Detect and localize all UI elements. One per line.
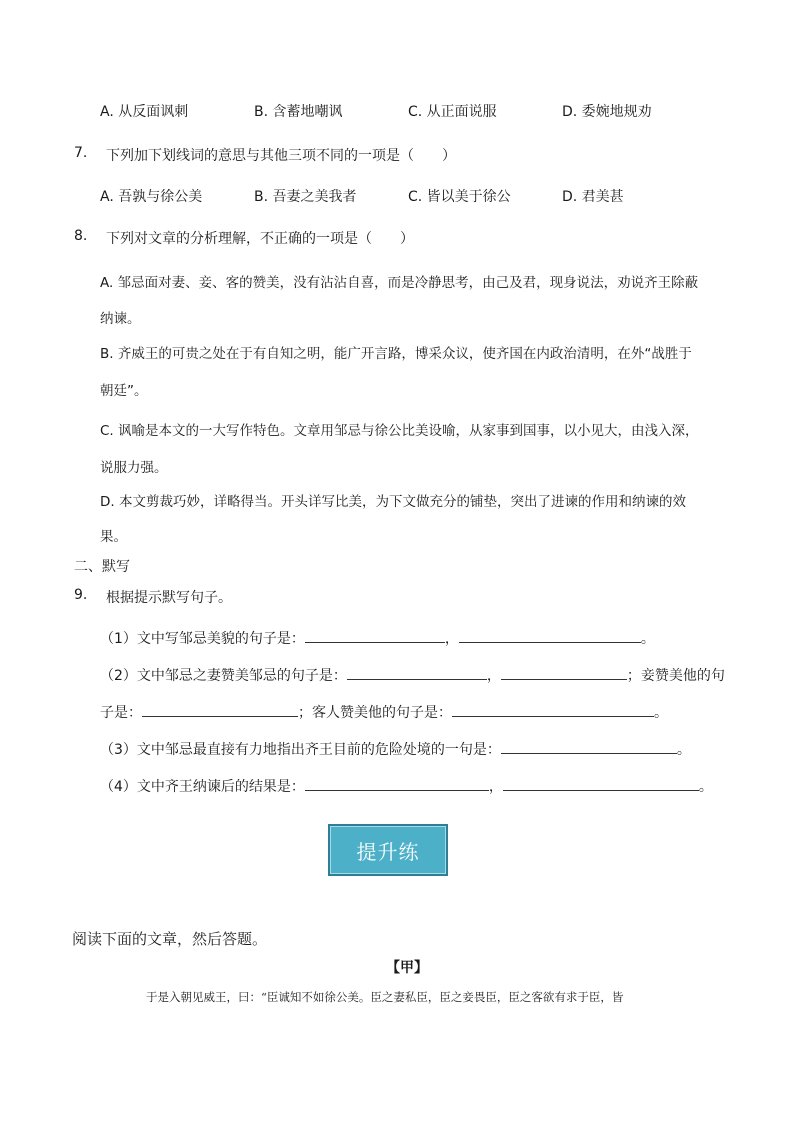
- q9-sub2-line2-prefix: 子是：: [100, 705, 142, 721]
- q9-sub2-blank-3[interactable]: [142, 702, 298, 717]
- q9-number: 9.: [74, 587, 88, 603]
- q9-period: 。: [698, 779, 713, 795]
- q9-sub2-concubine-prompt: ；妾赞美他的句: [626, 668, 725, 684]
- q6-option-d: D. 委婉地规劝: [562, 104, 652, 120]
- q9-sub2-blank-4[interactable]: [452, 702, 654, 717]
- advanced-practice-label: 提升练: [356, 839, 420, 864]
- q9-sub2-line2: [100, 702, 668, 722]
- reading-instruction: 阅读下面的文章，然后答题。: [72, 930, 268, 948]
- q9-sub3-blank[interactable]: [501, 739, 677, 754]
- q9-sub2-prompt: （2）文中邹忌之妻赞美邹忌的句子是：: [100, 668, 347, 684]
- q8-option-d-line1: D. 本文剪裁巧妙，详略得当。开头详写比美，为下文做充分的铺垫，突出了进谏的作用和纳谏的效: [100, 494, 686, 510]
- q9-sub4-prompt: （4）文中齐王纳谏后的结果是：: [100, 779, 305, 795]
- section-title-dictation: 二、默写: [74, 559, 130, 575]
- q6-option-c: C. 从正面说服: [408, 104, 497, 120]
- q9-sub2-guest-prompt: ；客人赞美他的句子是：: [298, 705, 452, 721]
- q8-option-c-line1: C. 讽喻是本文的一大写作特色。文章用邹忌与徐公比美设喻，从家事到国事，以小见大，由浅入深，: [100, 423, 699, 439]
- q9-sub4-blank-1[interactable]: [305, 776, 489, 791]
- q7-option-d: D. 君美甚: [562, 189, 624, 205]
- q9-sub2-line1: [100, 665, 725, 685]
- q9-sub2-blank-1[interactable]: [347, 665, 487, 680]
- reading-excerpt: 于是入朝见威王，曰：“臣诚知不如徐公美。臣之妻私臣，臣之妾畏臣，臣之客欲有求于臣，皆: [146, 990, 624, 1004]
- q8-option-a-line1: A. 邹忌面对妻、妾、客的赞美，没有沾沾自喜，而是冷静思考，由己及君，现身说法，劝说齐王除蔽: [100, 275, 699, 291]
- q8-stem: 下列对文章的分析理解，不正确的一项是（ ）: [106, 231, 414, 247]
- q9-comma: ，: [444, 631, 459, 647]
- q9-period: 。: [640, 631, 655, 647]
- q9-sub2-blank-2[interactable]: [501, 665, 627, 680]
- q8-option-b-line1: B. 齐威王的可贵之处在于有自知之明，能广开言路，博采众议，使齐国在内政治清明，在外“战胜于: [100, 346, 692, 362]
- q9-sub4-blank-2[interactable]: [503, 776, 699, 791]
- q9-sub1-blank-2[interactable]: [459, 628, 641, 643]
- q8-number: 8.: [74, 228, 88, 244]
- q7-option-b: B. 吾妻之美我者: [254, 189, 357, 205]
- q9-sub1-blank-1[interactable]: [305, 628, 445, 643]
- q9-sub4: [100, 776, 713, 796]
- q9-comma: ，: [488, 779, 503, 795]
- q9-sub3: [100, 739, 691, 759]
- q7-option-c: C. 皆以美于徐公: [408, 189, 511, 205]
- q9-period: 。: [676, 742, 691, 758]
- q9-sub1: [100, 628, 655, 648]
- reading-section-label: 【甲】: [386, 960, 428, 976]
- q8-option-b-line2: 朝廷”。: [100, 383, 148, 399]
- q7-option-a: A. 吾孰与徐公美: [100, 189, 203, 205]
- q6-option-a: A. 从反面讽刺: [100, 104, 189, 120]
- q8-option-c-line2: 说服力强。: [100, 460, 168, 476]
- q9-period: 。: [654, 705, 668, 721]
- advanced-practice-banner: [328, 824, 448, 876]
- q9-comma: ，: [486, 668, 501, 684]
- q6-option-b: B. 含蓄地嘲讽: [254, 104, 343, 120]
- q9-stem: 根据提示默写句子。: [106, 590, 232, 606]
- q8-option-a-line2: 纳谏。: [100, 311, 141, 327]
- q7-number: 7.: [74, 145, 88, 161]
- q8-option-d-line2: 果。: [100, 529, 127, 545]
- q9-sub3-prompt: （3）文中邹忌最直接有力地指出齐王目前的危险处境的一句是：: [100, 742, 501, 758]
- q9-sub1-prompt: （1）文中写邹忌美貌的句子是：: [100, 631, 305, 647]
- q7-stem: 下列加下划线词的意思与其他三项不同的一项是（ ）: [106, 148, 456, 164]
